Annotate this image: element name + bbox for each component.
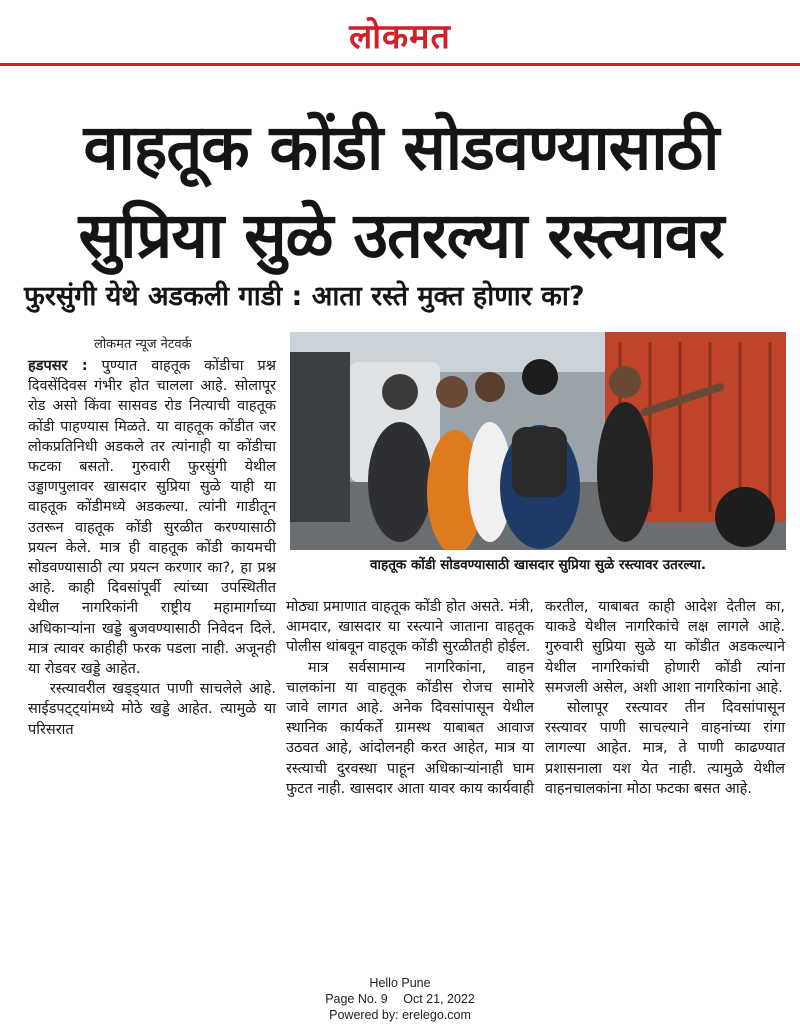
article-column-2 [286, 597, 534, 799]
article-paragraph: रस्त्यावरील खड्ड्यात पाणी साचलेले आहे. साईडपट्ट्यांमध्ये मोठे खड्डे आहेत. त्यामुळे या परिसरात [28, 681, 276, 738]
article-paragraph: मोठ्या प्रमाणात वाहतूक कोंडी होत असते. मंत्री, आमदार, खासदार या रस्त्याने जाताना वाहतूक पोलीस थांबवून वाहतूक कोंडी सुरळीतही होईल. [286, 599, 534, 656]
headline [16, 104, 786, 280]
page-number: Page No. 9 [325, 992, 388, 1006]
masthead-divider [0, 63, 800, 66]
masthead [0, 0, 800, 62]
article-paragraph: सोलापूर रस्त्यावर तीन दिवसांपासून रस्त्यावर पाणी साचल्याने वाहनांच्या रांगा लागल्या आहेत. मात्र, ते पाणी काढण्यात प्रशासनाला यश येत नाही. त्यामुळे येथील वाहनचालकांना मोठा फटका बसत आहे. [545, 700, 785, 797]
lokmat-logo: लोकमत [349, 17, 451, 57]
photo-illustration [290, 332, 786, 550]
headline-line-1: वाहतूक कोंडी सोडवण्यासाठी [83, 111, 719, 184]
edition-name: Hello Pune [369, 976, 431, 990]
article-column-1 [28, 356, 276, 740]
photo-caption: वाहतूक कोंडी सोडवण्यासाठी खासदार सुप्रिया सुळे रस्त्यावर उतरल्या. [370, 557, 706, 573]
article-column-3 [545, 597, 785, 799]
article-paragraph [28, 356, 276, 679]
page-info [0, 991, 800, 1007]
powered-by: Powered by: erelego.com [329, 1008, 471, 1022]
page-footer [0, 975, 800, 1023]
byline: लोकमत न्यूज नेटवर्क [94, 337, 192, 352]
article-paragraph: करतील, याबाबत काही आदेश देतील का, याकडे येथील नागरिकांचे लक्ष लागले आहे. गुरुवारी सुप्रिया सुळे या कोंडीत अडकल्याने येथील नागरिकांची होणारी कोंडी त्यांना समजली असेल, अशी आशा नागरिकांना आहे. [545, 599, 785, 696]
dateline: हडपसर : [28, 358, 88, 374]
article-paragraph: मात्र सर्वसामान्य नागरिकांना, वाहन चालकांना या वाहतूक कोंडीस रोजच सामोरे जावे लागत आहे. अनेक दिवसांपासून येथील स्थानिक कार्यकर्ते ग्रामस्थ याबाबत आवाज उठवत आहे, आंदोलनही करत आहेत, मात्र या रस्त्याची दुरवस्था पाहून अधिकाऱ्यांनाही घाम फुटत नाही. खासदार आता यावर काय कार्यवाही [286, 659, 534, 797]
news-photo [290, 332, 786, 550]
subheadline: फुरसुंगी येथे अडकली गाडी : आता रस्ते मुक्त होणार का? [24, 281, 585, 312]
headline-line-2: सुप्रिया सुळे उतरल्या रस्त्यावर [78, 199, 724, 272]
publish-date: Oct 21, 2022 [403, 992, 475, 1006]
paragraph-text: पुण्यात वाहतूक कोंडीचा प्रश्न दिवसेंदिवस गंभीर होत चालला आहे. सोलापूर रोड असो किंवा सासवड रोड नित्याची वाहतूक कोंडी पाहण्यास मिळते. या वाहतूक कोंडीत जर लोकप्रतिनिधी अडकले तर त्यांनाही या कोंडीचा फटका बसतो. गुरुवारी फुरसुंगी येथील उड्डाणपुलावर खासदार सुप्रिया सुळे याही या वाहतूक कोंडीमध्ये अडकल्या. त्यांनी गाडीतून उतरून वाहतूक कोंडी सुरळीत करण्यासाठी प्रयत्न केले. मात्र ही वाहतूक कोंडी कायमची सोडवण्यासाठी त्या प्रयत्न करणार का?, हा प्रश्न आहे. काही दिवसांपूर्वी त्यांच्या उपस्थितीत येथील नागरिकांनी राष्ट्रीय महामार्गाच्या अधिकाऱ्यांना खड्डे बुजवण्यासाठी निवेदन दिले. मात्र त्यावर काहीही फरक पडला नाही. अजूनही या रोडवर खड्डे आहेत. [28, 358, 276, 678]
